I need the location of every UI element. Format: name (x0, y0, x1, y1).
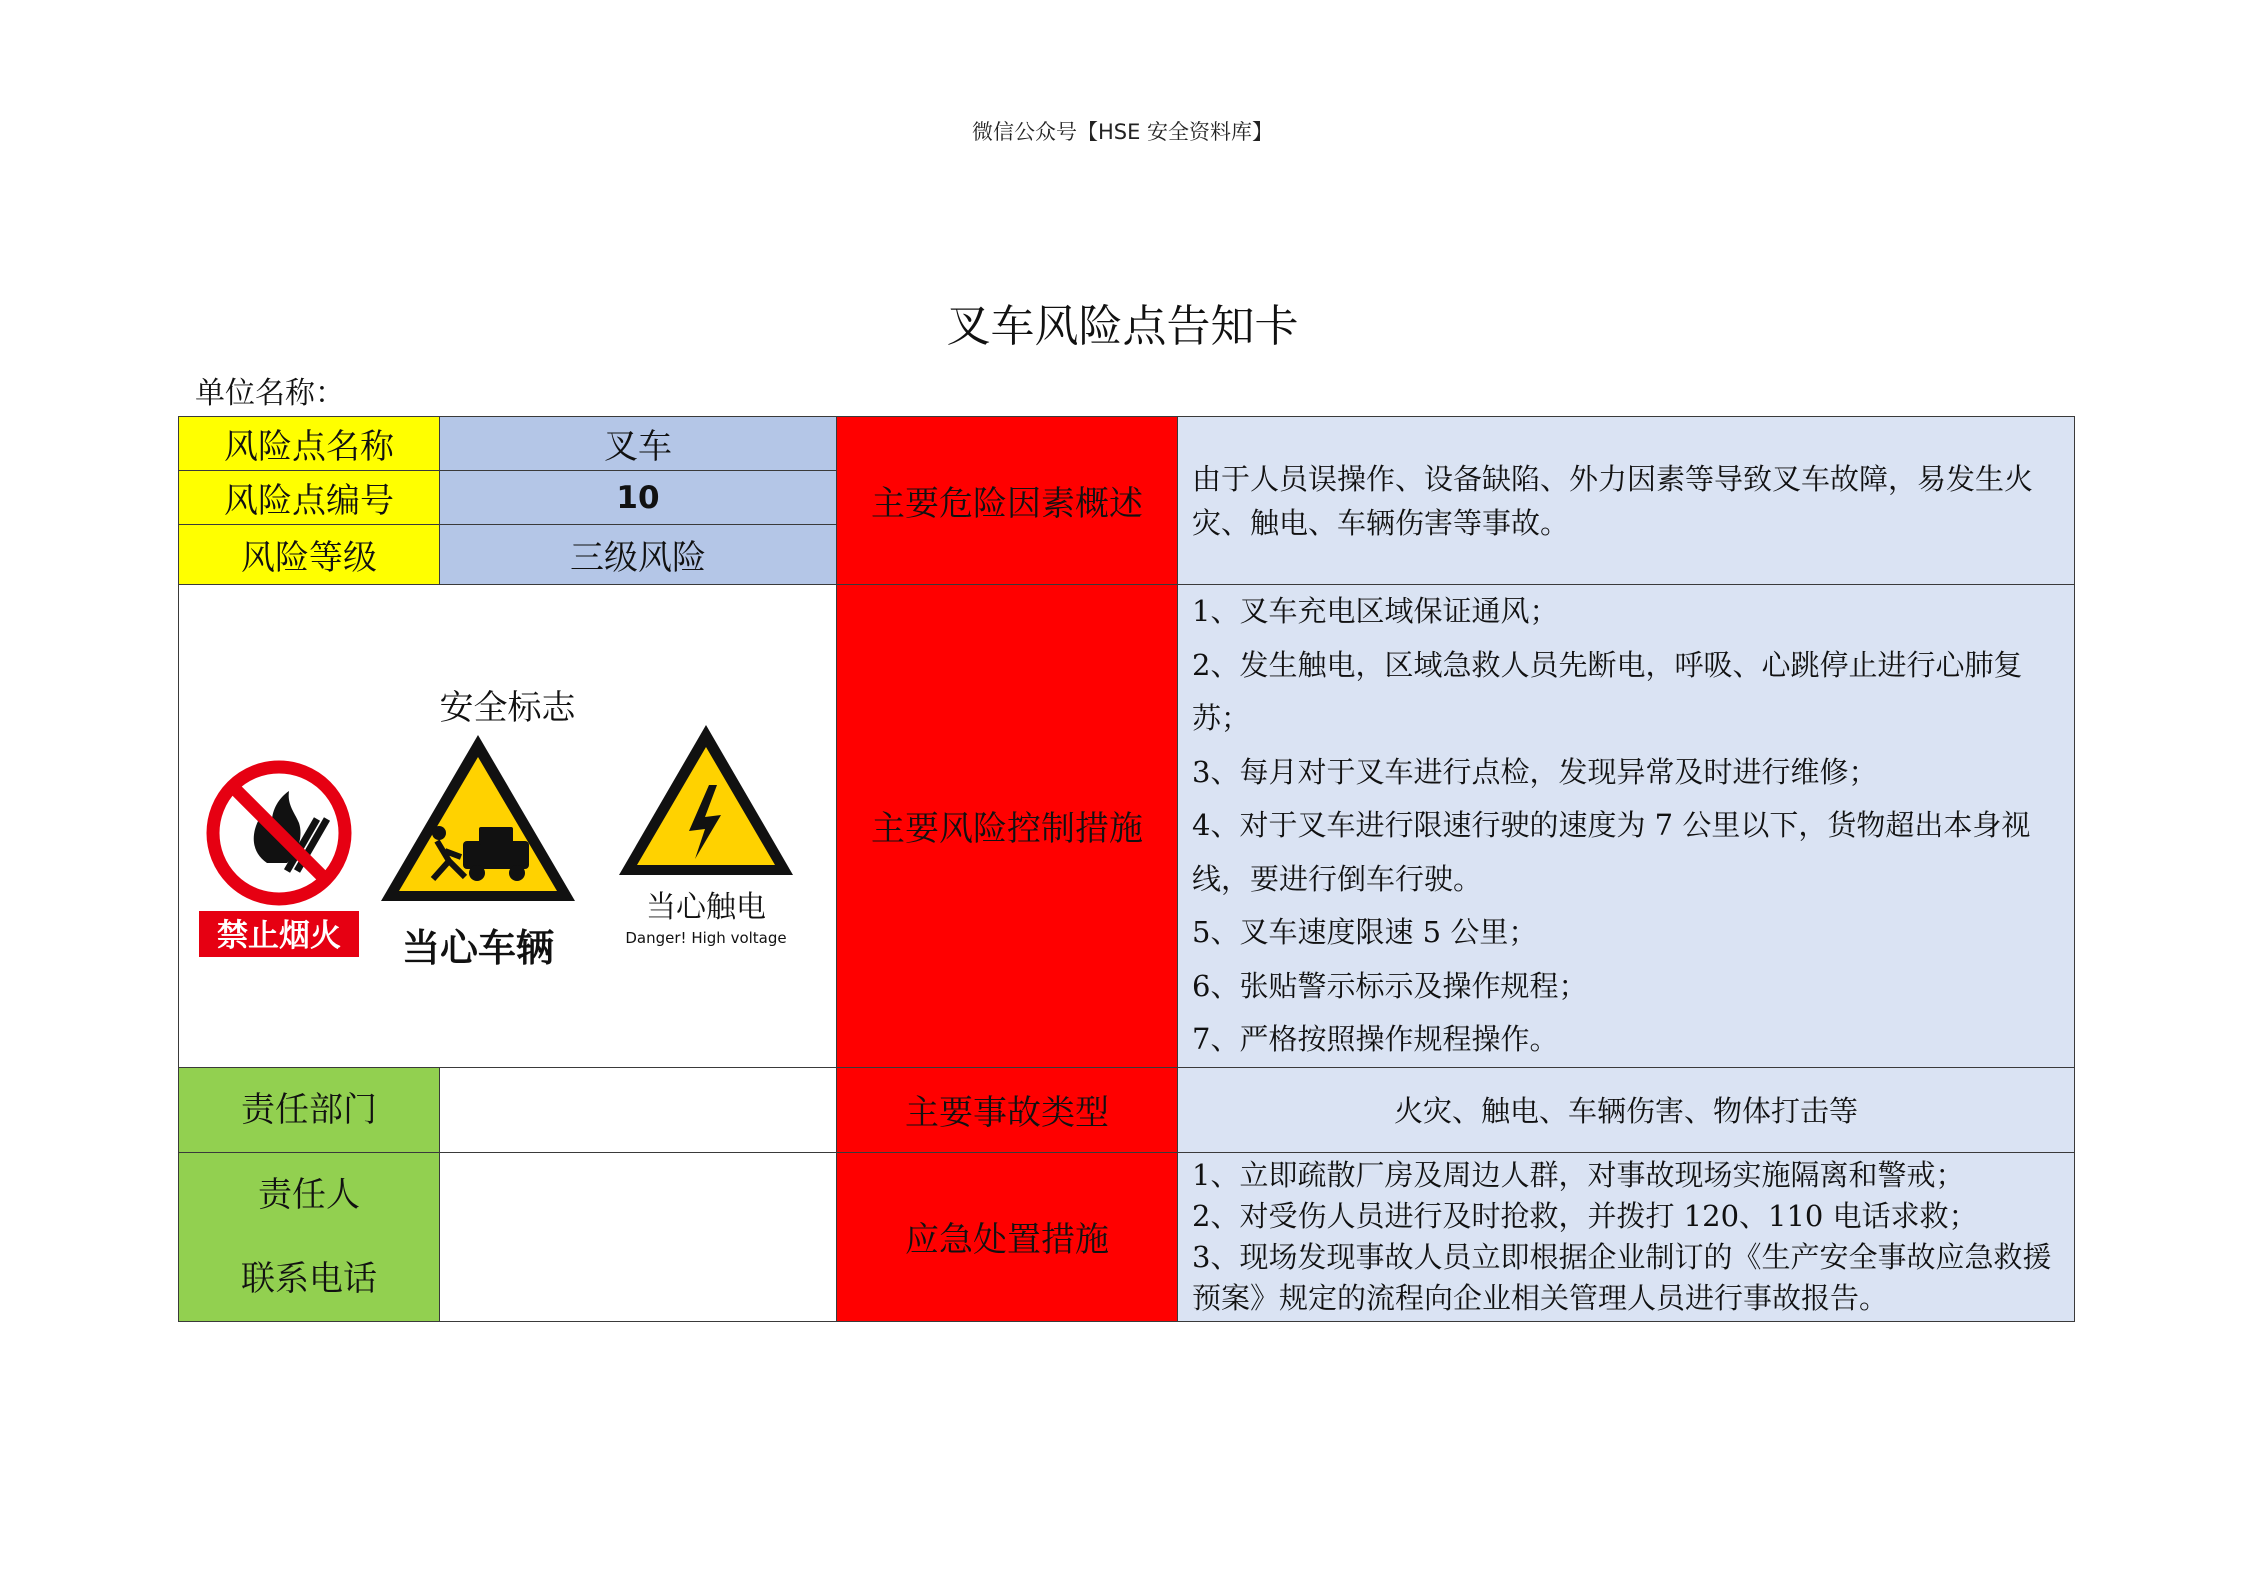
control-item: 2、发生触电，区域急救人员先断电，呼吸、心跳停止进行心肺复苏； (1192, 647, 2023, 735)
emergency-item: 3、现场发现事故人员立即根据企业制订的《生产安全事故应急救援预案》规定的流程向企业相关管理人员进行事故报告。 (1192, 1239, 2052, 1315)
risk-code-value: 10 (440, 471, 837, 525)
control-measures-label: 主要风险控制措施 (837, 585, 1178, 1068)
accident-type-value: 火灾、触电、车辆伤害、物体打击等 (1178, 1067, 2075, 1152)
emergency-label: 应急处置措施 (837, 1152, 1178, 1321)
responsible-person-value (440, 1152, 837, 1321)
sign-no-fire (197, 743, 361, 973)
control-item: 5、叉车速度限速 5 公里； (1192, 915, 1538, 949)
risk-name-label: 风险点名称 (179, 417, 440, 471)
sign-vehicle-warning (367, 723, 589, 983)
control-item: 3、每月对于叉车进行点检，发现异常及时进行维修； (1192, 754, 1878, 789)
accident-type-label: 主要事故类型 (837, 1067, 1178, 1152)
hazard-label: 主要危险因素概述 (837, 417, 1178, 585)
emergency-item: 2、对受伤人员进行及时抢救，并拨打 120、110 电话求救； (1192, 1198, 1978, 1233)
risk-name-value: 叉车 (440, 417, 837, 471)
no-fire-icon (197, 743, 361, 973)
unit-label: 单位名称： (195, 376, 345, 411)
risk-level-label: 风险等级 (179, 525, 440, 585)
control-item: 7、严格按照操作规程操作。 (1192, 1022, 1559, 1056)
safety-signs-cell (179, 585, 837, 1068)
vehicle-warning-caption: 当心车辆 (401, 926, 555, 970)
page-title: 叉车风险点告知卡 (946, 301, 1299, 352)
risk-level-value: 三级风险 (440, 525, 837, 585)
emergency-measures (1178, 1152, 2075, 1321)
risk-card-table (178, 416, 2075, 1322)
control-item: 1、叉车充电区域保证通风； (1192, 594, 1559, 628)
sign-high-voltage (597, 713, 815, 963)
hazard-text: 由于人员误操作、设备缺陷、外力因素等导致叉车故障，易发生火灾、触电、车辆伤害等事故。 (1178, 417, 2075, 585)
high-voltage-caption: 当心触电 (646, 890, 766, 925)
contact-phone-label: 联系电话 (241, 1258, 377, 1299)
control-measures (1178, 585, 2075, 1068)
responsible-dept-value (440, 1067, 837, 1152)
control-item: 6、张贴警示标示及操作规程； (1192, 968, 1588, 1003)
safety-signs (179, 743, 836, 993)
responsible-person-label: 责任人 (258, 1174, 360, 1215)
emergency-item: 1、立即疏散厂房及周边人群，对事故现场实施隔离和警戒； (1192, 1157, 1965, 1192)
page-header: 微信公众号【HSE 安全资料库】 (971, 120, 1274, 144)
control-item: 4、对于叉车进行限速行驶的速度为 7 公里以下，货物超出本身视线，要进行倒车行驶。 (1192, 808, 2031, 896)
high-voltage-icon (597, 713, 815, 963)
safety-signs-title: 安全标志 (439, 688, 576, 728)
no-fire-caption: 禁止烟火 (217, 918, 341, 954)
responsible-dept-label: 责任部门 (179, 1067, 440, 1152)
vehicle-warning-icon (367, 723, 589, 983)
high-voltage-subcaption: Danger! High voltage (625, 929, 787, 947)
responsible-person-cell (179, 1152, 440, 1321)
risk-code-label: 风险点编号 (179, 471, 440, 525)
